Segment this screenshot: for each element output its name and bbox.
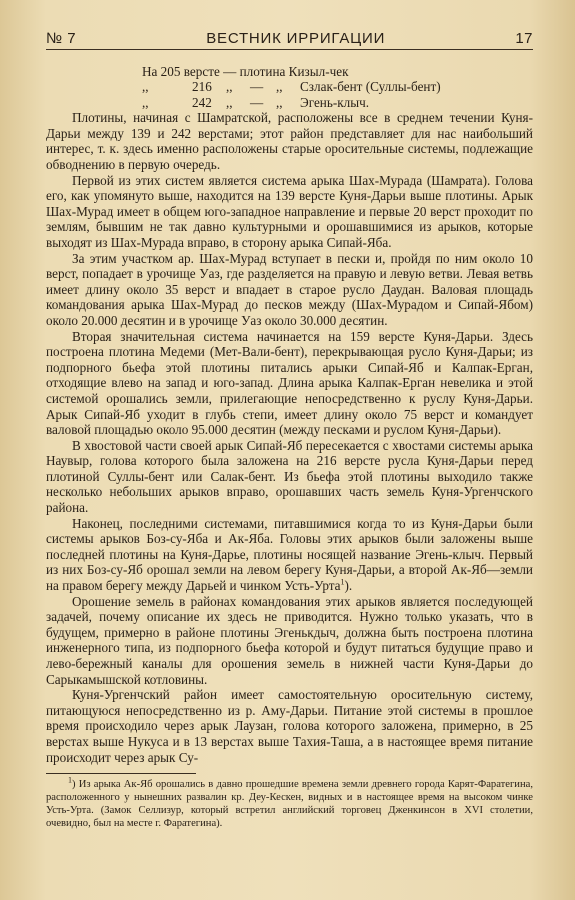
footnote-text: Из арыка Ак-Яб орошались в давно прошедшие времена земли древнего города Карят-Фаратегина, расположенного у нынешних развалин кр. Деу-Кескен, видных и в настоящее время на высоком чинке Усть-Урта. (Замок Селлизур, который встретил английский торговец Дженкинсон в XVI столетии, очевидно, был на месте г. Фаратегина). [46, 779, 533, 830]
paragraph: Первой из этих систем является система арыка Шах-Мурада (Шамрата). Голова его, как упомянуто выше, находится на 139 версте Куня-Дарьи выше плотины. Арык Шах-Мурад имеет в общем юго-западное направление и первые 20 верст проходит по землям, бывшим не так давно культурными и орошавшимися из арыков, которые выходят из Шах-Мурада вправо, в сторону арыка Сипай-Яба. [46, 172, 533, 250]
ditto-mark: ,, [276, 94, 283, 110]
page-number: 17 [515, 30, 533, 47]
footnote-mark: 1 [68, 775, 72, 785]
paragraph: Куня-Ургенчский район имеет самостоятельную оросительную систему, питающуюся непосредственно из р. Аму-Дарьи. Питание этой системы в прошлое время происходило через арык Лаузан, голова которого заложена, примерно, в 25 верстах выше Нукуса и в 13 верстах выше Тахия-Таша, а в настоящее время питание происходит через арык Су- [46, 687, 533, 765]
dam-list [142, 64, 533, 110]
dam-line [142, 95, 533, 110]
issue-number: № 7 [46, 30, 77, 47]
ditto-mark: ,, [142, 94, 149, 110]
footnote-divider [46, 773, 196, 774]
dam-line [142, 79, 533, 94]
paragraph: Вторая значительная система начинается на 159 версте Куня-Дарьи. Здесь построена плотина Медеми (Мет-Вали-бент), перекрывающая русло Куня-Дарьи; из подпорного бьефа этой плотины питались арыки Сипай-Яб и Калпак-Ерган, отходящие влево на запад и юго-запад. Длина арыка Калпак-Ерган невелика и этой системой орошались земли, прилегающие непосредственно к руслу Куня-Дарьи. Арык Сипай-Яб уходит в глубь степи, имеет длину около 75 верст и командует валовой площадью около 95.000 десятин (между песками и руслом Куня-Дарьи). [46, 328, 533, 438]
paragraph-text: Наконец, последними системами, питавшимися когда то из Куня-Дарьи были системы арыков Боз-су-Яба и Ак-Яба. Головы этих арыков были заложены выше последней плотины на Куня-Дарье, плотины носящей название Эгень-клыч. Первый из них Боз-су-Яб орошал земли на левом берегу Куня-Дарьи, а второй Ак-Яб—земли на правом берегу между Дарьей и чинком Усть-Урта [46, 515, 533, 594]
dam-label: На 205 версте — плотина Кизыл-чек [142, 64, 349, 79]
dam-km: 216 [192, 79, 212, 95]
dam-name: Сзлак-бент (Суллы-бент) [300, 79, 441, 95]
dam-name: Эгень-клыч. [300, 94, 370, 110]
paragraph: Плотины, начиная с Шамратской, расположены все в среднем течении Куня-Дарьи между 139 и 242 верстами; этот район представляет для нас наибольший интерес, т. к. здесь именно расположены старые оросительные системы, подлежащие обводнению в первую очередь. [46, 110, 533, 172]
paragraph: За этим участком ар. Шах-Мурад вступает в пески и, пройдя по ним около 10 верст, попадает в урочище Уаз, где разделяется на правую и левую ветви. Левая ветвь имеет длину около 35 верст и впадает в старое русло Даудан. Валовая площадь командования арыка Шах-Мурад до песков между (Шах-Мурадом и Сипай-Ябом) около 20.000 десятин и в урочище Уаз около 30.000 десятин. [46, 250, 533, 328]
running-header [46, 30, 533, 50]
dam-km: 242 [192, 94, 212, 110]
paragraph: В хвостовой части своей арык Сипай-Яб пересекается с хвостами системы арыка Наувыр, голова которого была заложена на 216 версте русла Куня-Дарьи перед плотиной Суллы-бент или Салак-бент. Из бьефа этой плотины выходило также несколько небольших арыков вправо, орошавших часть земель Куня-Ургенчского района. [46, 437, 533, 516]
paragraph: Орошение земель в районах командования этих арыков является последующей задачей, почему описание их здесь не приводится. Нужно только указать, что в будущем, примерно в районе плотины Эгенькдыч, должна быть построена плотина инженерного типа, из подпорного бьефа которой и будут питаться будущие право и лево-бережный каналы для орошения земель в нижней части Куня-Дарьи до Сарыкамышской котловины. [46, 593, 533, 687]
body-text [46, 110, 533, 765]
dam-dash: — [250, 94, 264, 110]
ditto-mark: ,, [276, 79, 283, 95]
dam-line [142, 64, 533, 79]
footnote: $^1$) Из арыка Ак-Яб орошались в давно прошедшие времена земли древнего города Карят-Фаратегина, расположенного у нынешних развалин кр. Деу-Кескен, видных и в настоящее время на высоком чинке Усть-Урта. (Замок Селлизур, который встретил английский торговец Дженкинсон в XVI столетии, очевидно, был на месте г. Фаратегина). [46, 775, 533, 830]
journal-title: ВЕСТНИК ИРРИГАЦИИ [206, 30, 386, 47]
dam-dash: — [250, 79, 264, 95]
ditto-mark: ,, [226, 94, 233, 110]
ditto-mark: ,, [142, 79, 149, 95]
footnote-reference: 1 [340, 577, 345, 587]
paragraph-with-footnote: Наконец, последними системами, питавшимися когда то из Куня-Дарьи были системы арыков Боз-су-Яба и Ак-Яба. Головы этих арыков были заложены выше последней плотины на Куня-Дарье, плотины носящей название Эгень-клыч. Первый из них Боз-су-Яб орошал земли на левом берегу Куня-Дарьи, а второй Ак-Яб—земли на правом берегу между Дарьей и чинком Усть-Урта$^1$). [46, 515, 533, 594]
ditto-mark: ,, [226, 79, 233, 95]
